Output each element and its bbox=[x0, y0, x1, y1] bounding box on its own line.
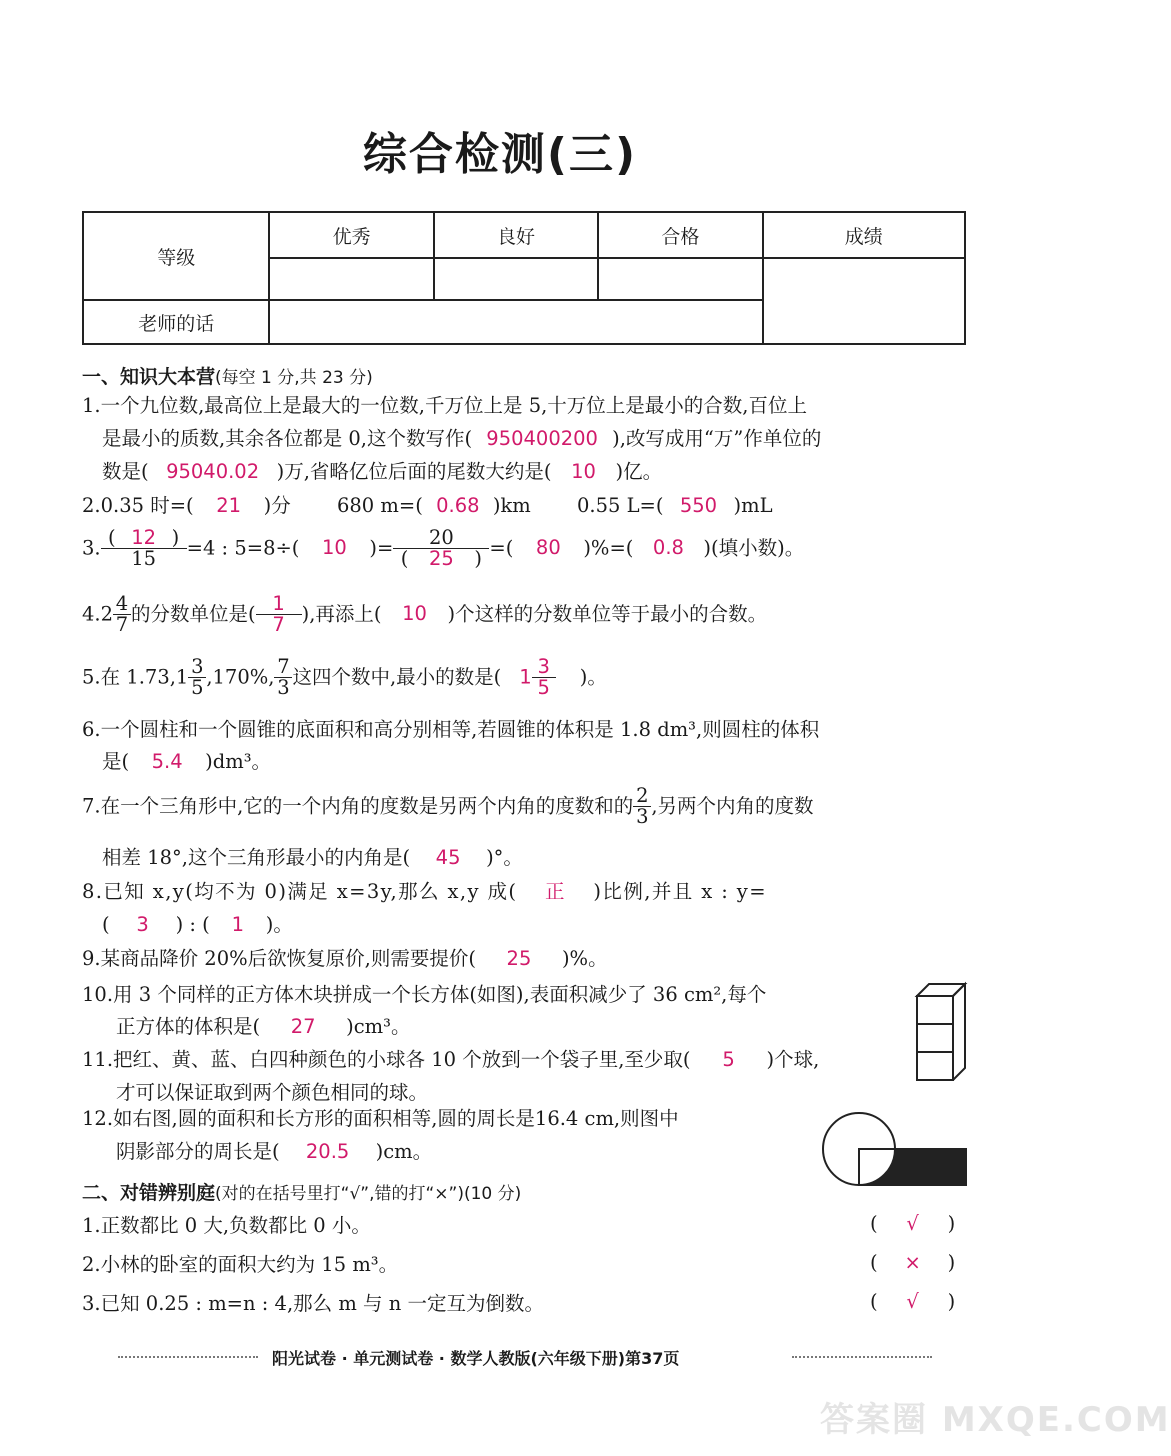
answer-q4a-den: 7 bbox=[272, 613, 285, 637]
question-12-line-1: 12.如右图,圆的面积和长方形的面积相等,圆的周长是16.4 cm,则图中 bbox=[82, 1107, 679, 1130]
judge-3-answer[interactable]: ( √ ) bbox=[870, 1290, 956, 1313]
answer-q4b: 10 bbox=[402, 602, 427, 626]
answer-q2c: 550 bbox=[679, 494, 718, 517]
answer-q10: 27 bbox=[290, 1015, 316, 1038]
answer-q9: 25 bbox=[506, 947, 532, 970]
pass-header: 合格 bbox=[598, 212, 762, 258]
section-1-title: 一、知识大本营(每空 1 分,共 23 分) bbox=[82, 366, 373, 388]
score-cell[interactable] bbox=[763, 258, 966, 344]
stacked-cubes-figure bbox=[915, 982, 967, 1082]
footer-dots-left bbox=[118, 1356, 258, 1358]
circle-rectangle-figure bbox=[824, 1111, 968, 1187]
judge-2-text: 2.小林的卧室的面积大约为 15 m³。 bbox=[82, 1253, 399, 1276]
footer-dots-right bbox=[792, 1356, 932, 1358]
question-3: 3. $\frac{( 12 )}{15}$ =4 : 5=8÷( 10 )= $\frac{20}{( 25 )}$ =( 80 )%=( 0.8 )(填小数)。 bbox=[82, 526, 805, 571]
question-2: 2.0.35 时=( 21 )分 680 m=( 0.68 )km 0.55 L=( 550 )mL bbox=[82, 494, 773, 517]
answer-q5-den: 5 bbox=[537, 676, 550, 700]
page-footer: 阳光试卷 · 单元测试卷 · 数学人教版(六年级下册)第37页 bbox=[272, 1349, 680, 1368]
answer-q2b: 0.68 bbox=[436, 494, 480, 517]
question-12-line-2: 阴影部分的周长是( 20.5 )cm。 bbox=[116, 1140, 433, 1163]
answer-q3a: 12 bbox=[131, 526, 157, 549]
question-11-line-2: 才可以保证取到两个颜色相同的球。 bbox=[116, 1081, 429, 1104]
answer-q1b: 95040.02 bbox=[166, 460, 260, 483]
question-1-line-3: 数是( 95040.02 )万,省略亿位后面的尾数大约是( 10 )亿。 bbox=[102, 460, 663, 483]
answer-q4a-num: 1 bbox=[256, 594, 302, 615]
answer-q5-whole: 1 bbox=[519, 665, 532, 689]
question-10-line-2: 正方体的体积是( 27 )cm³。 bbox=[116, 1015, 411, 1038]
answer-q2a: 21 bbox=[216, 494, 242, 517]
answer-q6: 5.4 bbox=[151, 750, 183, 773]
answer-q3e: 0.8 bbox=[652, 536, 684, 560]
answer-q3d: 80 bbox=[535, 536, 561, 560]
judge-3-text: 3.已知 0.25 : m=n : 4,那么 m 与 n 一定互为倒数。 bbox=[82, 1292, 544, 1315]
good-header: 良好 bbox=[434, 212, 598, 258]
good-cell[interactable] bbox=[434, 258, 598, 300]
question-9: 9.某商品降价 20%后欲恢复原价,则需要提价( 25 )%。 bbox=[82, 947, 608, 970]
answer-q1a: 950400200 bbox=[486, 427, 598, 450]
pass-cell[interactable] bbox=[598, 258, 762, 300]
answer-q3b: 10 bbox=[322, 536, 347, 560]
question-8-line-1: 8.已知 x,y(均不为 0)满足 x=3y,那么 x,y 成( 正 )比例,并且 x : y= bbox=[82, 880, 767, 903]
watermark-logo: 答案圈 MXQE.COM bbox=[820, 1400, 1171, 1440]
score-header: 成绩 bbox=[763, 212, 966, 258]
question-11-line-1: 11.把红、黄、蓝、白四种颜色的小球各 10 个放到一个袋子里,至少取( 5 )个球, bbox=[82, 1048, 820, 1071]
answer-q5-num: 3 bbox=[532, 657, 556, 678]
section-2-title: 二、对错辨别庭(对的在括号里打“√”,错的打“×”)(10 分) bbox=[82, 1182, 522, 1204]
question-6-line-2: 是( 5.4 )dm³。 bbox=[102, 750, 272, 773]
excellent-header: 优秀 bbox=[269, 212, 433, 258]
teacher-comment-cell[interactable] bbox=[269, 300, 762, 344]
answer-q11: 5 bbox=[722, 1048, 735, 1071]
level-header: 等级 bbox=[83, 212, 269, 300]
answer-q8c: 1 bbox=[231, 913, 244, 936]
question-8-line-2: ( 3 ) : ( 1 )。 bbox=[102, 913, 293, 936]
judge-1-answer[interactable]: ( √ ) bbox=[870, 1212, 956, 1235]
question-1-line-1: 1.一个九位数,最高位上是最大的一位数,千万位上是 5,十万位上是最小的合数,百位上 bbox=[82, 394, 808, 417]
judge-2-answer[interactable]: ( × ) bbox=[870, 1251, 956, 1274]
page-title: 综合检测(三) bbox=[362, 129, 638, 180]
answer-q7: 45 bbox=[435, 846, 461, 869]
grade-table bbox=[82, 211, 966, 345]
question-7-line-1: 7.在一个三角形中,它的一个内角的度数是另两个内角的度数和的 $\frac{2}{3}$ ,另两个内角的度数 bbox=[82, 784, 814, 829]
question-4: 4.2 $\frac{4}{7}$ 的分数单位是( $\frac{1}{7}$ ),再添上( 10 )个这样的分数单位等于最小的合数。 bbox=[82, 592, 768, 637]
judge-1-text: 1.正数都比 0 大,负数都比 0 小。 bbox=[82, 1214, 371, 1237]
answer-q12: 20.5 bbox=[305, 1140, 350, 1163]
question-1-line-2: 是最小的质数,其余各位都是 0,这个数写作( 950400200 ),改写成用“万”作单位的 bbox=[102, 427, 822, 450]
teacher-comment-label: 老师的话 bbox=[83, 300, 269, 344]
answer-q8a: 正 bbox=[544, 880, 566, 903]
question-6-line-1: 6.一个圆柱和一个圆锥的底面积和高分别相等,若圆锥的体积是 1.8 dm³,则圆柱的体积 bbox=[82, 718, 820, 741]
excellent-cell[interactable] bbox=[269, 258, 433, 300]
question-5: 5.在 1.73,1 $\frac{3}{5}$ ,170%, $\frac{7}{3}$ 这四个数中,最小的数是( 1 $\frac{3}{5}$ )。 bbox=[82, 655, 607, 700]
question-10-line-1: 10.用 3 个同样的正方体木块拼成一个长方体(如图),表面积减少了 36 cm²,每个 bbox=[82, 983, 767, 1006]
answer-q3c: 25 bbox=[428, 547, 454, 571]
answer-q1c: 10 bbox=[571, 460, 596, 483]
answer-q8b: 3 bbox=[136, 913, 149, 936]
question-7-line-2: 相差 18°,这个三角形最小的内角是( 45 )°。 bbox=[102, 846, 523, 869]
